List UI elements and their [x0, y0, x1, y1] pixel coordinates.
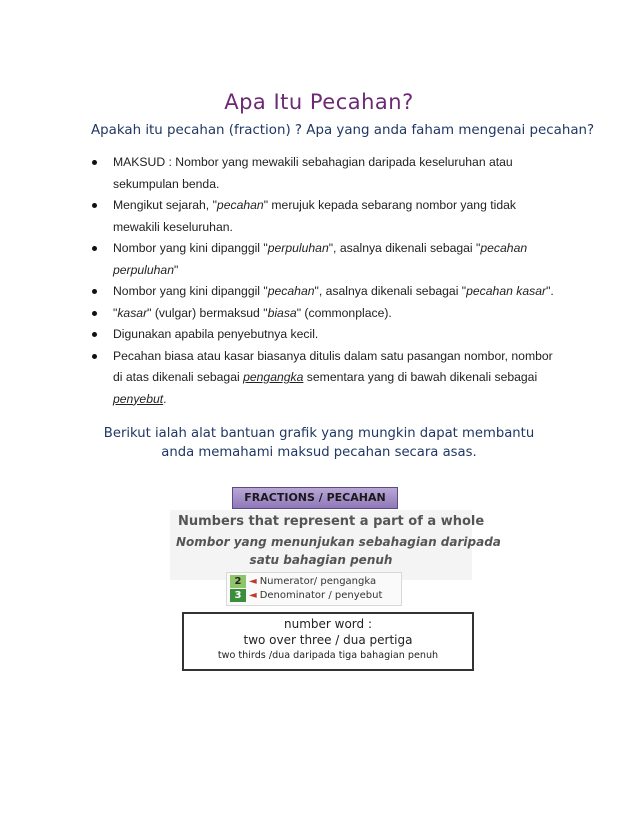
- graphic-banner: FRACTIONS / PECAHAN: [232, 487, 398, 509]
- numerator-digit: 2: [230, 575, 246, 588]
- bullet-text: ": [113, 305, 118, 320]
- bullet-text: ".: [546, 284, 554, 298]
- list-item: [91, 281, 561, 303]
- number-word-line2: two thirds /dua daripada tiga bahagian penuh: [217, 650, 439, 661]
- list-item: [91, 152, 561, 195]
- denominator-digit: 3: [230, 589, 246, 602]
- bullet-term: pecahan: [216, 198, 264, 212]
- list-item: [91, 324, 561, 346]
- number-word-box: [182, 612, 474, 671]
- bullet-text: sementara yang di bawah dikenali sebagai: [303, 370, 538, 384]
- bullet-term: pecahan kasar: [466, 284, 547, 298]
- bullet-text: " merujuk kepada sebarang nombor yang tidak mewakili keseluruhan.: [113, 198, 516, 234]
- definition-malay-line1: Nombor yang menunjukan sebahagian daripada: [176, 535, 501, 549]
- term-link-penyebut: penyebut: [113, 391, 164, 406]
- definition-english: Numbers that represent a part of a whole: [178, 514, 485, 529]
- denominator-label: Denominator / penyebut: [259, 590, 383, 601]
- bullet-text: ", asalnya dikenali sebagai ": [328, 241, 481, 255]
- page-subtitle: Apakah itu pecahan (fraction) ? Apa yang anda faham mengenai pecahan?: [91, 123, 595, 138]
- number-word-line1: two over three / dua pertiga: [243, 633, 413, 647]
- list-item: [91, 303, 561, 325]
- bullet-text: " (vulgar) bermaksud ": [147, 305, 268, 320]
- numerator-row: [230, 575, 400, 589]
- list-item: [91, 238, 561, 281]
- list-item: [91, 195, 561, 238]
- bullet-text: Digunakan apabila penyebutnya kecil.: [113, 327, 319, 341]
- bullet-term: perpuluhan: [267, 241, 329, 255]
- bullet-list: [91, 152, 561, 410]
- bullet-text: Mengikut sejarah, ": [113, 198, 217, 212]
- page-title: Apa Itu Pecahan?: [224, 90, 414, 114]
- bullet-text: .: [163, 391, 167, 406]
- bullet-term: biasa: [267, 305, 297, 320]
- term-link-pengangka: pengangka: [243, 370, 304, 384]
- bullet-text: Pecahan biasa atau kasar biasanya ditulis dalam satu pasangan nombor, nombor di atas dikenali sebagai: [113, 348, 553, 384]
- bullet-term: pecahan: [267, 284, 315, 298]
- bullet-text: Nombor yang kini dipanggil ": [113, 284, 268, 298]
- arrow-left-icon: ◄: [249, 576, 257, 587]
- bullet-term: pecahan perpuluhan: [113, 241, 528, 277]
- numerator-label: Numerator/ pengangka: [259, 576, 377, 587]
- bullet-text: ", asalnya dikenali sebagai ": [314, 284, 467, 298]
- intro-paragraph: Berikut ialah alat bantuan grafik yang mungkin dapat membantu anda memahami maksud pecahan secara asas.: [103, 426, 535, 460]
- definition-malay-line2: satu bahagian penuh: [249, 553, 393, 567]
- bullet-text: MAKSUD : Nombor yang mewakili sebahagian daripada keseluruhan atau sekumpulan benda.: [113, 155, 513, 191]
- list-item: [91, 346, 561, 411]
- bullet-term: kasar: [117, 305, 148, 320]
- bullet-text: " (commonplace).: [296, 305, 392, 320]
- bullet-text: Nombor yang kini dipanggil ": [113, 241, 268, 255]
- definition-box: [170, 510, 501, 580]
- bullet-text: ": [174, 262, 179, 277]
- number-word-title: number word :: [283, 617, 372, 631]
- denominator-row: [230, 589, 400, 603]
- arrow-left-icon: ◄: [249, 590, 257, 601]
- fraction-graphic: [165, 484, 501, 674]
- fraction-parts-box: [226, 572, 402, 606]
